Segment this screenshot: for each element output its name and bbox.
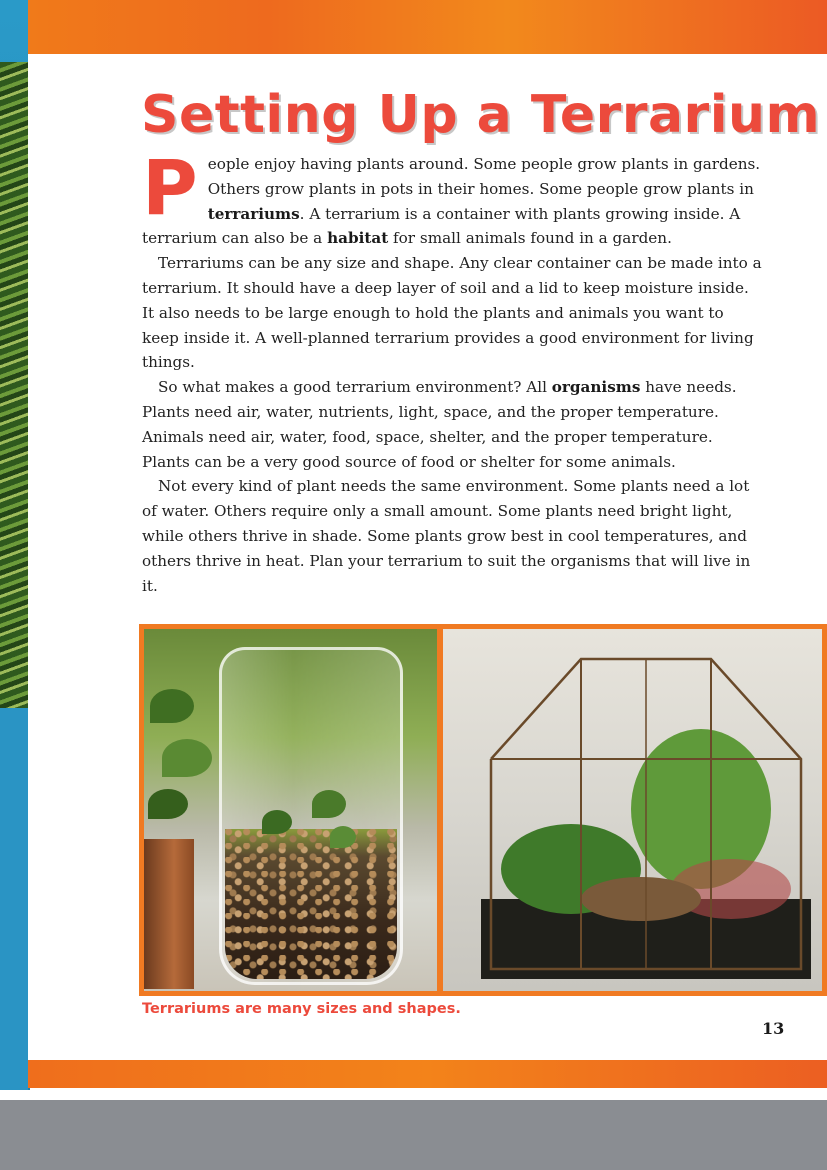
- page-number: 13: [762, 1019, 785, 1038]
- photo-frame: [139, 624, 827, 996]
- paragraph-3-text-b: have needs. Plants need air, water, nutrients, light, space, and the proper temperature. Animals need air, water, food, space, shelter, and the proper temperature. Plants can be a very good source of food or shelter for some animals.: [142, 378, 737, 471]
- houseplant-leaf: [162, 739, 212, 777]
- glass-house-drawing: [481, 649, 811, 979]
- paragraph-3-text-a: So what makes a good terrarium environment? All: [158, 378, 552, 397]
- houseplant-leaf: [150, 689, 194, 723]
- drop-cap: P: [142, 143, 198, 232]
- paragraph-4: Not every kind of plant needs the same environment. Some plants need a lot of water. Others require only a small amount. Some plants need bright light, while others thrive in shade. Some plants grow best in cool temperatures, and others thrive in heat. Plan your terrarium to suit the organisms that will live in it.: [142, 477, 751, 595]
- glass-house-terrarium-photo: [443, 629, 822, 991]
- seedling-leaf: [330, 826, 356, 848]
- jar-terrarium-photo: [144, 629, 437, 991]
- clay-pot: [144, 839, 194, 989]
- glossary-term-organisms: organisms: [551, 378, 641, 397]
- seedling-leaf: [262, 810, 292, 834]
- paragraph-1-text-b: . A terrarium is a container with plants growing inside. A terrarium can also be a: [142, 204, 741, 248]
- seedling-leaf: [312, 790, 346, 818]
- paragraph-2: Terrariums can be any size and shape. Any clear container can be made into a terrarium. It should have a deep layer of soil and a lid to keep moisture inside. It also needs to be large enough to hold the plants and animals you want to keep inside it. A well-planned terrarium provides a good environment for living things.: [142, 254, 762, 372]
- photo-caption: Terrariums are many sizes and shapes.: [142, 1001, 461, 1017]
- paragraph-1: [142, 143, 762, 251]
- glossary-term-habitat: habitat: [327, 229, 389, 248]
- paragraph-1-text-c: for small animals found in a garden.: [388, 229, 672, 248]
- paragraph-3: [142, 375, 762, 474]
- glossary-term-terrariums: terrariums: [207, 204, 300, 223]
- glass-house-terrarium: [481, 649, 811, 979]
- bottom-decorative-band: [28, 1060, 827, 1088]
- spine-lower-band: [0, 708, 28, 1090]
- article-body: [142, 143, 762, 598]
- terrarium-driftwood: [581, 877, 701, 921]
- top-decorative-band: [28, 0, 827, 54]
- page-title: Setting Up a Terrarium: [141, 85, 821, 145]
- houseplant-leaf: [148, 789, 188, 819]
- paragraph-1-text-a: eople enjoy having plants around. Some people grow plants in gardens. Others grow plants in pots in their homes. Some people grow plants in: [207, 155, 761, 198]
- spine-foliage-image: [0, 62, 28, 708]
- jar-soil-layers: [225, 829, 397, 979]
- glass-jar: [219, 647, 403, 985]
